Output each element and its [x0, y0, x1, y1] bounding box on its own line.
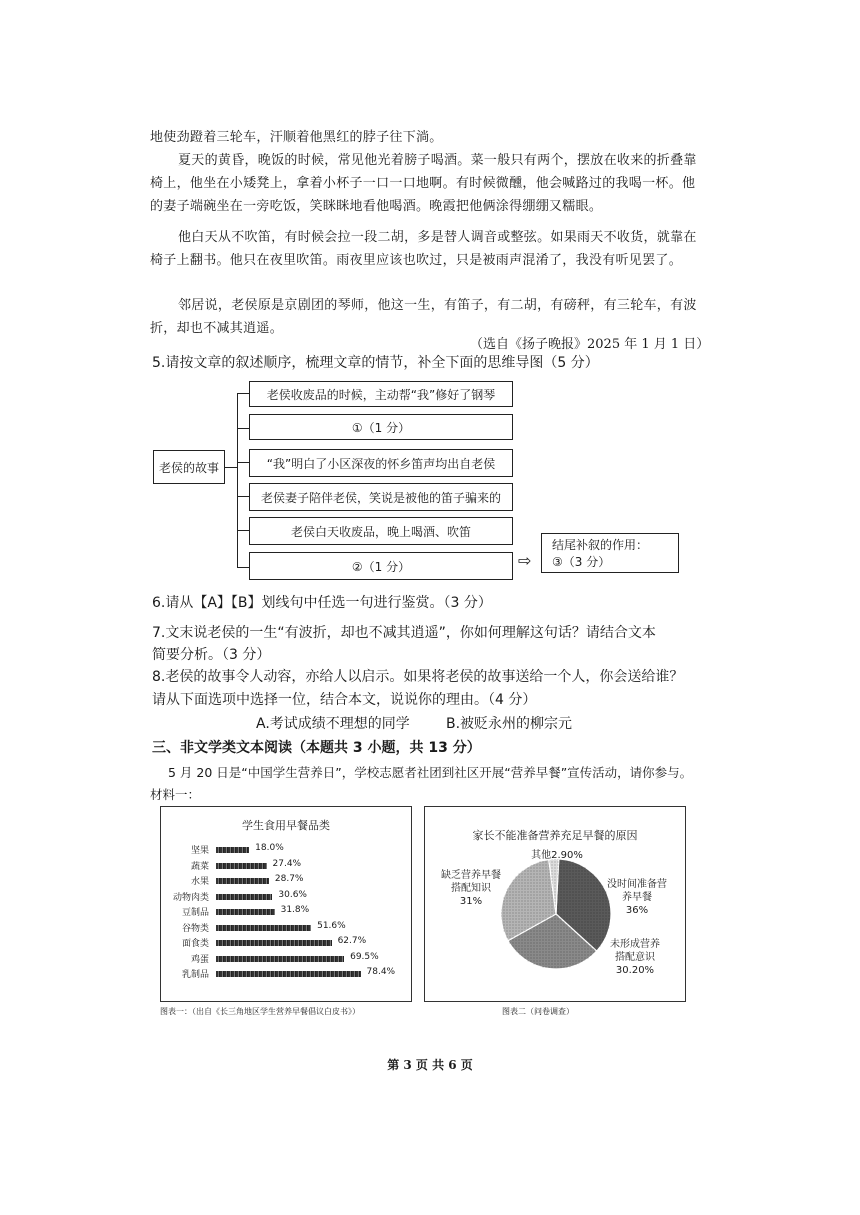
question-6: 6.请从【A】【B】划线句中任选一句进行鉴赏。（3 分） — [152, 595, 492, 611]
mindmap-side-box — [541, 533, 679, 573]
pie-chart-title: 家长不能准备营养充足早餐的原因 — [472, 829, 638, 842]
bar-chart-caption: 图表一：（出自《长三角地区学生营养早餐倡议白皮书》） — [160, 1007, 360, 1016]
bar — [216, 956, 344, 962]
question-7-line-2: 简要分析。（3 分） — [152, 647, 271, 663]
bar-chart-plot — [161, 807, 411, 1001]
side-box-line-2: ③（3 分） — [552, 555, 611, 569]
bar-category-label: 蔬菜 — [190, 861, 209, 872]
bar-category-label: 谷物类 — [181, 923, 209, 934]
mindmap-node-3: “我”明白了小区深夜的怀乡笛声均出自老侯 — [249, 449, 513, 477]
bar-value-label: 69.5% — [350, 951, 379, 962]
material-1-label: 材料一： — [150, 787, 201, 802]
question-8-option-b: B.被贬永州的柳宗元 — [446, 716, 573, 732]
page-footer: 第 3 页 共 6 页 — [387, 1058, 473, 1072]
mindmap-branch — [237, 393, 249, 394]
article-paragraph-1: 夏天的黄昏，晚饭的时候，常见他光着膀子喝酒。菜一般只有两个，摆放在收来的折叠靠椅上，他坐在小矮凳上，拿着小杯子一口一口地啊。有时候微醺，他会喊路过的我喝一杯。他的妻子端碗坐在一旁吃饭，笑眯眯地看他喝酒。晚霞把他俩涂得绷绷又糯眼。 — [150, 153, 697, 214]
mindmap-branch — [237, 530, 249, 531]
bar-chart-title: 学生食用早餐品类 — [242, 819, 330, 832]
mindmap-root: 老侯的故事 — [153, 450, 225, 484]
bar-category-label: 鸡蛋 — [190, 954, 209, 965]
mindmap-node-2: ①（1 分） — [249, 414, 513, 440]
mindmap-branch — [237, 462, 249, 463]
mindmap-branch — [237, 428, 249, 429]
bar-category-label: 面食类 — [181, 939, 209, 949]
article-paragraph-2: 他白天从不吹笛，有时候会拉一段二胡，多是替人调音或整弦。如果雨天不收货，就靠在椅子上翻书。他只在夜里吹笛。雨夜里应该也吹过，只是被雨声混淆了，我没有听见罢了。 — [150, 230, 697, 268]
bar-value-label: 27.4% — [272, 858, 302, 869]
mindmap-branch — [237, 496, 249, 497]
bar — [216, 925, 311, 931]
side-box-line-1: 结尾补叙的作用： — [552, 538, 649, 552]
bar-value-label: 62.7% — [337, 936, 367, 946]
mindmap-node-6: ②（1 分） — [249, 552, 513, 580]
section-3-heading: 三、非文学类文本阅读（本题共 3 小题，共 13 分） — [152, 740, 481, 756]
arrow-right-icon: ⇨ — [518, 551, 532, 570]
bar-value-label: 30.6% — [278, 889, 307, 900]
mindmap-branch — [237, 567, 249, 568]
bar — [216, 894, 272, 900]
bar-category-label: 乳制品 — [181, 970, 209, 980]
bar — [216, 940, 332, 946]
bar — [216, 863, 267, 869]
question-8-option-a: A.考试成绩不理想的同学 — [256, 716, 410, 732]
question-5: 5.请按文章的叙述顺序，梳理文章的情节，补全下面的思维导图（5 分） — [152, 355, 599, 371]
mindmap-connector — [225, 467, 237, 468]
pie-label-no-awareness: 未形成营养 搭配意识 30.20% — [610, 939, 660, 976]
bar-category-label: 水果 — [190, 877, 209, 887]
bar-category-label: 坚果 — [190, 846, 209, 856]
mindmap-node-4: 老侯妻子陪伴老侯，笑说是被他的笛子骗来的 — [249, 483, 513, 511]
bar — [216, 847, 249, 853]
mindmap-node-1: 老侯收废品的时候，主动帮“我”修好了钢琴 — [249, 381, 513, 407]
question-8-line-1: 8.老侯的故事令人动容，亦给人以启示。如果将老侯的故事送给一个人，你会送给谁？ — [152, 669, 684, 685]
article-source: （选自《扬子晚报》2025 年 1 月 1 日） — [470, 337, 710, 352]
bar-chart-frame — [160, 806, 412, 1002]
pie-label-other: 其他2.90% — [531, 850, 583, 861]
mindmap-trunk — [237, 393, 238, 568]
bar — [216, 909, 275, 915]
bar — [216, 971, 361, 977]
bar-value-label: 78.4% — [366, 967, 396, 977]
mindmap-node-5: 老侯白天收废品，晚上喝酒、吹笛 — [249, 517, 513, 545]
bar — [216, 878, 269, 884]
bar-value-label: 51.6% — [317, 920, 346, 931]
bar-category-label: 动物肉类 — [172, 892, 209, 903]
article-paragraph-0: 地使劲蹬着三轮车，汗顺着他黑红的脖子往下淌。 — [150, 130, 443, 145]
section-3-intro: 5 月 20 日是“中国学生营养日”，学校志愿者社团到社区开展“营养早餐”宣传活动，请你参与。 — [168, 765, 693, 780]
bar-value-label: 28.7% — [274, 874, 304, 884]
pie-chart-caption: 图表二（问卷调查） — [502, 1007, 574, 1016]
bar-value-label: 18.0% — [255, 843, 284, 853]
pie-chart-frame — [424, 806, 686, 1002]
question-8-line-2: 请从下面选项中选择一位，结合本文，说说你的理由。（4 分） — [152, 692, 537, 708]
pie-label-no-time: 没时间准备营 养早餐 36% — [607, 879, 667, 916]
bar-category-label: 豆制品 — [181, 908, 209, 918]
question-7-line-1: 7.文末说老侯的一生“有波折，却也不减其逍遥”，你如何理解这句话？请结合文本 — [152, 625, 656, 641]
bar-value-label: 31.8% — [280, 905, 310, 915]
article-paragraph-3: 邻居说，老侯原是京剧团的琴师，他这一生，有笛子，有二胡，有磅秤，有三轮车，有波折，却也不减其逍遥。 — [150, 298, 697, 336]
pie-label-no-knowledge: 缺乏营养早餐 搭配知识 31% — [441, 870, 501, 907]
